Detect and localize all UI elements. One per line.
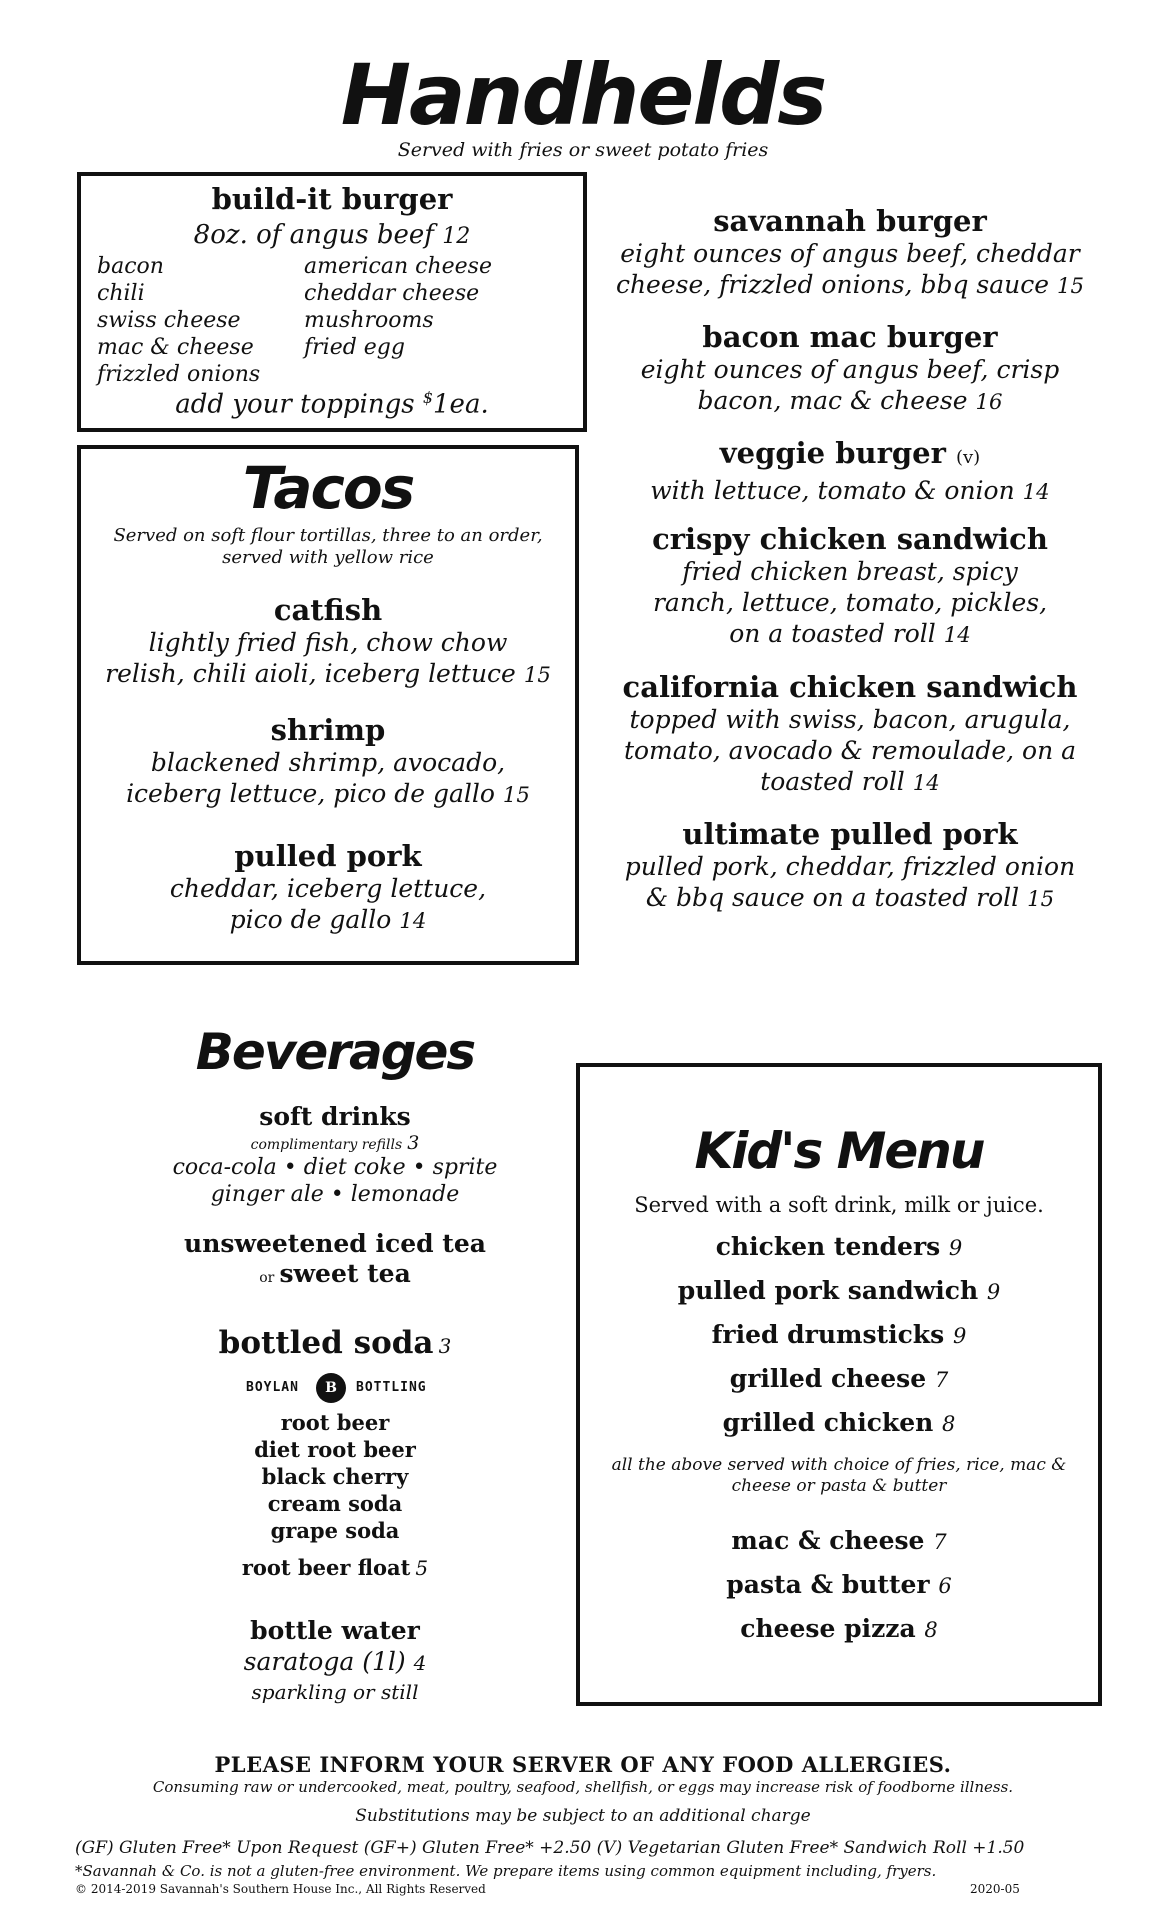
kids-item-mac-and-cheese	[580, 1526, 1098, 1557]
item-price: 7	[934, 1368, 949, 1392]
tea-row	[130, 1259, 540, 1289]
menu-version: 2020-05	[970, 1882, 1020, 1896]
item-desc-2: iceberg lettuce, pico de gallo	[126, 779, 495, 808]
topping-item: bacon	[97, 254, 164, 279]
beverage-tea	[130, 1229, 540, 1289]
menu-item-savannah-burger	[600, 204, 1100, 302]
list-item: root beer	[280, 1410, 390, 1435]
build-it-desc-text: 8oz. of angus beef	[193, 220, 434, 250]
item-price: 14	[943, 623, 971, 648]
beverages-title: Beverages	[195, 1023, 475, 1081]
menu-item-bacon-mac-burger	[600, 320, 1100, 418]
item-price: 16	[975, 390, 1003, 415]
item-desc-text: fried chicken breast, spicy ranch, lettuce, tomato, pickles, on a toasted roll	[652, 557, 1048, 648]
boylan-bottling-logo	[246, 1372, 426, 1404]
item-desc-1: blackened shrimp, avocado,	[150, 748, 506, 777]
item-desc	[600, 475, 1100, 508]
toppings-note	[81, 388, 583, 420]
topping-item: american cheese	[304, 254, 492, 279]
item-name: shrimp	[270, 713, 386, 747]
list-item: grape soda	[270, 1518, 400, 1543]
item-desc	[600, 556, 1100, 651]
kids-item-pulled-pork-sandwich	[580, 1276, 1098, 1307]
topping-item: frizzled onions	[97, 362, 261, 387]
item-desc	[600, 354, 1100, 418]
item-price: 6	[938, 1574, 952, 1598]
item-name-2: sweet tea	[279, 1259, 411, 1288]
item-price: 15	[502, 783, 530, 808]
toppings-list-left	[97, 253, 260, 388]
item-desc	[600, 238, 1100, 302]
menu-item-crispy-chicken-sandwich	[600, 522, 1100, 651]
consumption-warning: Consuming raw or undercooked, meat, poultry, seafood, shellfish, or eggs may increase risk of foodborne illness.	[152, 1778, 1014, 1796]
tacos-box	[77, 445, 579, 965]
or-label: or	[259, 1270, 275, 1286]
item-name: mac & cheese	[731, 1526, 925, 1555]
water-desc-row	[130, 1646, 540, 1679]
item-name: savannah burger	[713, 204, 987, 238]
menu-item-california-chicken-sandwich	[600, 670, 1100, 799]
item-name: pasta & butter	[726, 1570, 930, 1599]
item-desc-text: pulled pork, cheddar, frizzled onion & bbq sauce on a toasted roll	[624, 852, 1076, 912]
item-price: 4	[413, 1651, 427, 1675]
kids-note-2: cheese or pasta & butter	[731, 1476, 947, 1496]
build-it-price: 12	[442, 223, 471, 249]
dietary-legend: (GF) Gluten Free* Upon Request (GF+) Gluten Free* +2.50 (V) Vegetarian Gluten Free* Sandwich Roll +1.50	[75, 1838, 1025, 1858]
build-it-burger-name: build-it burger	[211, 182, 453, 216]
kids-item-grilled-chicken	[580, 1408, 1098, 1439]
item-name: catfish	[273, 593, 383, 627]
topping-item: fried egg	[304, 335, 405, 360]
item-name: ultimate pulled pork	[682, 817, 1018, 851]
soft-drinks-line-2: ginger ale • lemonade	[210, 1182, 460, 1207]
beverage-soft-drinks	[130, 1102, 540, 1208]
item-name: cheese pizza	[740, 1614, 916, 1643]
item-price: 14	[1022, 480, 1050, 505]
tacos-subtitle-2: served with yellow rice	[222, 547, 434, 568]
item-price: 9	[986, 1280, 1001, 1304]
item-name: bacon mac burger	[702, 320, 998, 354]
item-name: unsweetened iced tea	[184, 1229, 486, 1258]
taco-item-shrimp	[81, 713, 575, 811]
beverage-bottled-soda	[130, 1325, 540, 1361]
water-desc: saratoga (1l)	[243, 1647, 406, 1676]
toppings-note-price: 1ea.	[433, 389, 489, 420]
boylan-emblem-icon: B	[316, 1373, 346, 1403]
item-desc-2-row	[81, 658, 575, 691]
topping-item: swiss cheese	[97, 308, 241, 333]
item-desc-1: lightly fried fish, chow chow	[148, 628, 508, 657]
item-price: 9	[948, 1236, 963, 1260]
item-desc-2: relish, chili aioli, iceberg lettuce	[105, 659, 516, 688]
list-item: diet root beer	[254, 1437, 416, 1462]
toppings-note-text: add your toppings	[175, 389, 415, 420]
item-name: chicken tenders	[715, 1232, 941, 1261]
tacos-title: Tacos	[242, 454, 414, 522]
item-name: grilled cheese	[729, 1364, 927, 1393]
kids-item-chicken-tenders	[580, 1232, 1098, 1263]
kids-item-pasta-and-butter	[580, 1570, 1098, 1601]
item-name-row	[600, 436, 1100, 475]
item-name: soft drinks	[259, 1102, 411, 1131]
item-price: 3	[407, 1132, 420, 1154]
item-name: crispy chicken sandwich	[652, 522, 1048, 556]
taco-item-catfish	[81, 593, 575, 691]
item-price: 15	[523, 663, 551, 688]
vegetarian-tag: (v)	[955, 447, 981, 468]
soft-drinks-refills-row	[130, 1132, 540, 1154]
build-it-burger-desc	[81, 220, 583, 250]
kids-menu-subtitle: Served with a soft drink, milk or juice.	[634, 1193, 1044, 1217]
beverage-root-beer-float	[130, 1554, 540, 1581]
item-price: 8	[942, 1412, 956, 1436]
item-desc-2-row	[81, 904, 575, 937]
toppings-list-right	[304, 253, 492, 361]
item-desc-1: cheddar, iceberg lettuce,	[169, 874, 487, 903]
item-price: 3	[438, 1334, 452, 1358]
taco-item-pulled-pork	[81, 839, 575, 937]
item-name: pulled pork	[234, 839, 422, 873]
allergy-notice: PLEASE INFORM YOUR SERVER OF ANY FOOD ALLERGIES.	[214, 1752, 952, 1777]
gluten-disclaimer: *Savannah & Co. is not a gluten-free environment. We prepare items using common equipment including, fryers.	[75, 1862, 937, 1880]
build-it-burger-box	[77, 172, 587, 432]
topping-item: chili	[97, 281, 145, 306]
item-desc	[600, 851, 1100, 915]
bottled-soda-row	[130, 1325, 540, 1361]
kids-items-list-a	[580, 1232, 1098, 1439]
item-name: bottle water	[250, 1616, 420, 1645]
item-price: 7	[933, 1530, 947, 1554]
item-price: 14	[399, 909, 427, 934]
item-price: 5	[415, 1556, 429, 1580]
handhelds-subtitle: Served with fries or sweet potato fries	[397, 139, 769, 161]
copyright: © 2014-2019 Savannah's Southern House Inc., All Rights Reserved	[75, 1882, 486, 1896]
topping-item: cheddar cheese	[304, 281, 480, 306]
brand-left-text: BOYLAN	[246, 1380, 299, 1395]
item-name: root beer float	[241, 1555, 411, 1580]
refills-note: complimentary refills	[250, 1137, 403, 1153]
menu-item-veggie-burger	[600, 436, 1100, 508]
item-desc-2: pico de gallo	[229, 905, 392, 934]
item-price: 8	[924, 1618, 938, 1642]
handhelds-title: Handhelds	[340, 46, 826, 144]
kids-item-cheese-pizza	[580, 1614, 1098, 1645]
item-name: bottled soda	[218, 1325, 434, 1361]
topping-item: mac & cheese	[97, 335, 254, 360]
soda-flavor-list	[130, 1409, 540, 1544]
item-price: 9	[952, 1324, 967, 1348]
soft-drinks-line-1: coca-cola • diet coke • sprite	[172, 1155, 498, 1180]
item-price: 15	[1027, 887, 1055, 912]
kids-menu-box	[576, 1063, 1102, 1706]
tacos-subtitle-1: Served on soft flour tortillas, three to an order,	[113, 525, 543, 546]
item-name: veggie burger	[719, 436, 946, 470]
kids-item-grilled-cheese	[580, 1364, 1098, 1395]
list-item: black cherry	[261, 1464, 409, 1489]
item-desc	[600, 704, 1100, 799]
kids-items-list-b	[580, 1526, 1098, 1645]
kids-menu-title: Kid's Menu	[694, 1122, 984, 1180]
item-name: fried drumsticks	[711, 1320, 945, 1349]
menu-item-ultimate-pulled-pork	[600, 817, 1100, 915]
water-note: sparkling or still	[251, 1680, 419, 1704]
item-name: pulled pork sandwich	[677, 1276, 979, 1305]
kids-note-1: all the above served with choice of fries, rice, mac &	[611, 1455, 1067, 1475]
brand-right-text: BOTTLING	[356, 1380, 427, 1395]
substitutions-note: Substitutions may be subject to an additional charge	[355, 1806, 811, 1826]
item-name: california chicken sandwich	[622, 670, 1078, 704]
topping-item: mushrooms	[304, 308, 434, 333]
item-desc-text: eight ounces of angus beef, cheddar cheese, frizzled onions, bbq sauce	[615, 239, 1080, 299]
item-desc-text: with lettuce, tomato & onion	[650, 476, 1015, 505]
item-desc-text: eight ounces of angus beef, crisp bacon, mac & cheese	[640, 355, 1060, 415]
dollar-sign: $	[422, 388, 434, 407]
item-desc-2-row	[81, 778, 575, 811]
kids-item-fried-drumsticks	[580, 1320, 1098, 1351]
beverage-bottle-water	[130, 1616, 540, 1706]
item-name: grilled chicken	[722, 1408, 934, 1437]
item-price: 15	[1057, 274, 1085, 299]
item-price: 14	[912, 771, 940, 796]
list-item: cream soda	[267, 1491, 403, 1516]
item-desc-text: topped with swiss, bacon, arugula, tomato, avocado & remoulade, on a toasted roll	[623, 705, 1077, 796]
